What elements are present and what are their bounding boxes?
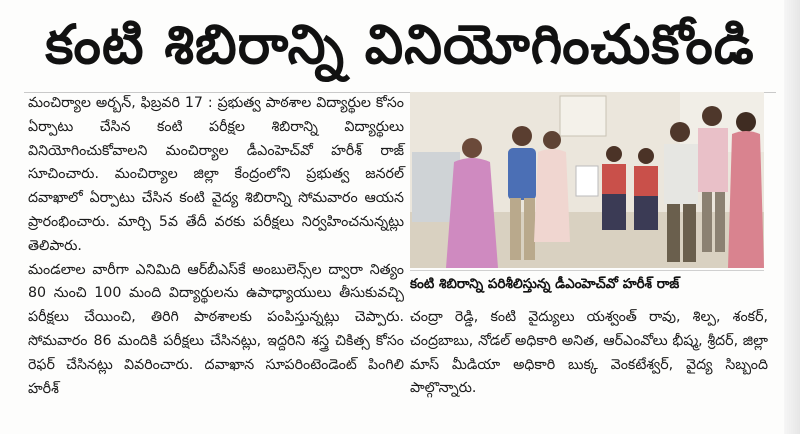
- page-edge: [784, 0, 800, 434]
- article-paragraph-1: మంచిర్యాల అర్బన్, ఫిబ్రవరి 17 : ప్రభుత్వ పాఠశాల విద్యార్థుల కోసం ఏర్పాటు చేసిన కంటి పరీక్షల శిబిరాన్ని విద్యార్థులు వినియోగించుకోవాలని మంచిర్యాల డీఎంహెచ్‌వో హరీశ్ రాజ్ సూచించారు. మంచిర్యాల జిల్లా కేంద్రంలోని ప్రభుత్వ జనరల్ దవాఖాలో ఏర్పాటు చేసిన కంటి వైద్య శిబిరాన్ని సోమవారం ఆయన ప్రారంభించారు. మార్చి 5వ తేదీ వరకు పరీక్షలు నిర్వహించనున్నట్లు తెలిపారు.: [28, 95, 404, 254]
- article-body-right: [410, 306, 768, 401]
- article-paragraph-3: చంద్రా రెడ్డి, కంటి వైద్యులు యశ్వంత్ రావు, శిల్ప, శంకర్, చంద్రబాబు, నోడల్ అధికారి అనిత, ఆర్‌ఎంవోలు భీష్మ, శ్రీదర్, జిల్లా మాస్ మీడియా అధికారి బుక్క వెంకటేశ్వర్, వైద్య సిబ్బంది పాల్గొన్నారు.: [410, 309, 768, 397]
- photo-caption: కంటి శిబిరాన్ని పరిశీలిస్తున్న డీఎంహెచ్‌వో హరీశ్ రాజ్: [410, 270, 764, 297]
- article-body-left: [28, 92, 404, 401]
- photo-illustration: [410, 92, 764, 268]
- news-photo: [410, 92, 764, 268]
- article-paragraph-2: మండలాల వారీగా ఎనిమిది ఆర్‌బీఎస్‌కే అంబులెన్స్‌ల ద్వారా నిత్యం 80 నుంచి 100 మంది విద్యార్థులను ఉపాధ్యాయులు తీసుకువచ్చి పరీక్షలు చేయించి, తిరిగి పాఠశాలకు పంపిస్తున్నట్లు చెప్పారు. సోమవారం 86 మందికి పరీక్షలు చేసినట్లు, ఇద్దరిని శస్త్ర చికిత్స కోసం రెఫర్ చేసినట్లు వివరించారు. దవాఖాన సూపరింటెండెంట్ పింగిలి హరీశ్: [28, 261, 404, 397]
- headline: కంటి శిబిరాన్ని వినియోగించుకోండి: [45, 13, 755, 76]
